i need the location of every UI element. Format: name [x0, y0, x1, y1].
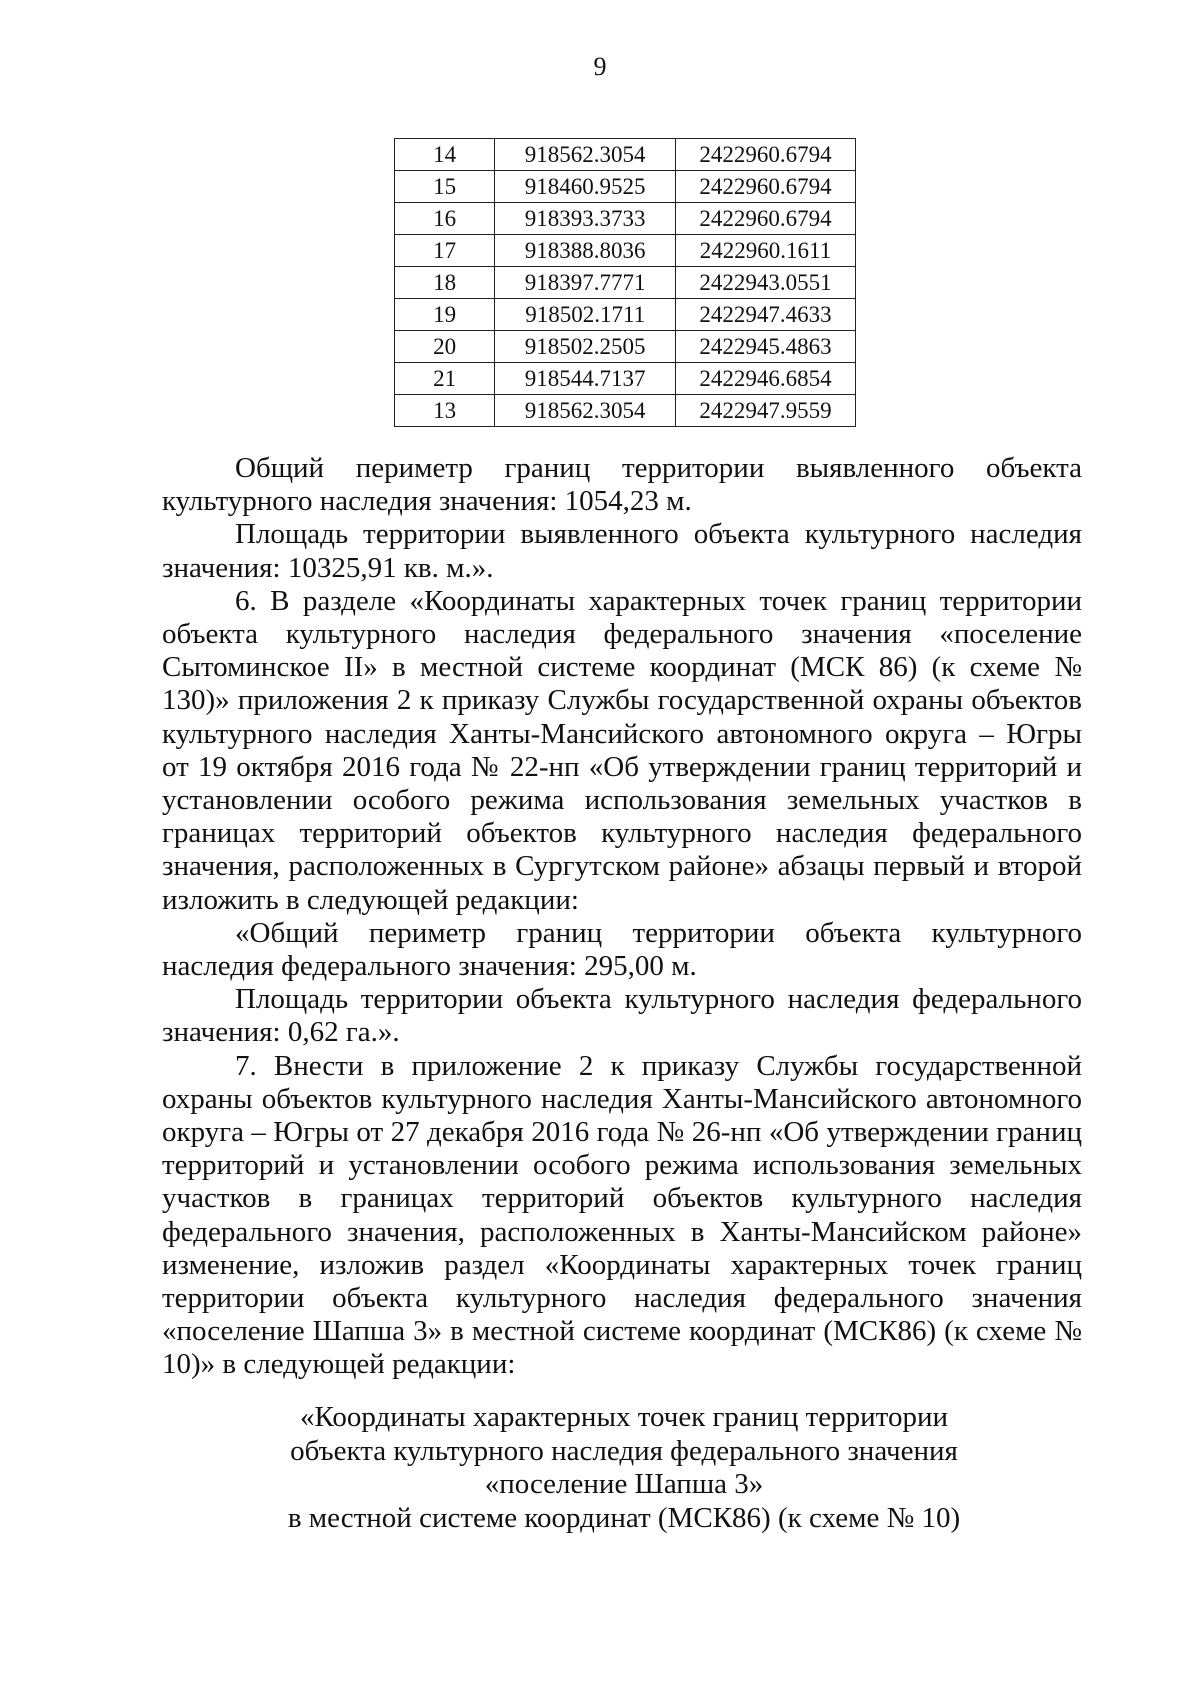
- paragraph-area-federal: Площадь территории объекта культурного наследия федерального значения: 0,62 га.».: [162, 983, 1082, 1049]
- paragraph-perimeter-federal: «Общий периметр границ территории объекта культурного наследия федерального значения: 295,00 м.: [162, 916, 1082, 983]
- table-row: [395, 235, 856, 267]
- x-coordinate-cell: 918502.1711: [495, 299, 676, 331]
- heading-line: «Координаты характерных точек границ территории: [299, 1401, 948, 1433]
- point-number-cell: 15: [395, 171, 495, 203]
- paragraph-item-7: 7. Внести в приложение 2 к приказу Службы государственной охраны объектов культурного наследия Ханты-Мансийского автономного округа – Югры от 27 декабря 2016 года № 26-нп «Об утверждении границ территорий и установлении особого режима использования земельных участков в границах территорий объектов культурного наследия федерального значения, расположенных в Ханты-Мансийском районе» изменение, изложив раздел «Координаты характерных точек границ территории объекта культурного наследия федерального значения «поселение Шапша 3» в местной системе координат (МСК86) (к схеме № 10)» в следующей редакции:: [162, 1049, 1082, 1381]
- paragraph-area-identified: Площадь территории выявленного объекта культурного наследия значения: 10325,91 кв. м.».: [162, 518, 1082, 584]
- y-coordinate-cell: 2422946.6854: [676, 363, 856, 395]
- heading-line: «поселение Шапша 3»: [484, 1468, 764, 1500]
- table-row: [395, 363, 856, 395]
- x-coordinate-cell: 918460.9525: [495, 171, 676, 203]
- y-coordinate-cell: 2422947.9559: [676, 395, 856, 427]
- table-row: [395, 395, 856, 427]
- table-row: [395, 299, 856, 331]
- heading-line: объекта культурного наследия федерального значения: [290, 1434, 958, 1467]
- x-coordinate-cell: 918393.3733: [495, 203, 676, 235]
- paragraph-item-6: 6. В разделе «Координаты характерных точек границ территории объекта культурного наследия федерального значения «поселение Сытоминское II» в местной системе координат (МСК 86) (к схеме № 130)» приложения 2 к приказу Службы государственной охраны объектов культурного наследия Ханты-Мансийского автономного округа – Югры от 19 октября 2016 года № 22-нп «Об утверждении границ территорий и установлении особого режима использования земельных участков в границах территорий объектов культурного наследия федерального значения, расположенных в Сургутском районе» абзацы первый и второй изложить в следующей редакции:: [162, 584, 1082, 916]
- y-coordinate-cell: 2422945.4863: [676, 331, 856, 363]
- section-heading: [0, 1401, 1200, 1535]
- table-row: [395, 139, 856, 171]
- table-row: [395, 331, 856, 363]
- y-coordinate-cell: 2422943.0551: [676, 267, 856, 299]
- x-coordinate-cell: 918544.7137: [495, 363, 676, 395]
- table-row: [395, 203, 856, 235]
- y-coordinate-cell: 2422960.6794: [676, 171, 856, 203]
- point-number-cell: 21: [395, 363, 495, 395]
- heading-line: в местной системе координат (МСК86) (к схеме № 10): [287, 1501, 961, 1534]
- point-number-cell: 14: [395, 139, 495, 171]
- coordinates-table: [394, 138, 856, 427]
- y-coordinate-cell: 2422947.4633: [676, 299, 856, 331]
- x-coordinate-cell: 918388.8036: [495, 235, 676, 267]
- y-coordinate-cell: 2422960.6794: [676, 139, 856, 171]
- table-row: [395, 267, 856, 299]
- point-number-cell: 20: [395, 331, 495, 363]
- y-coordinate-cell: 2422960.1611: [676, 235, 856, 267]
- point-number-cell: 16: [395, 203, 495, 235]
- table-row: [395, 171, 856, 203]
- paragraph-perimeter-identified: Общий периметр границ территории выявленного объекта культурного наследия значения: 1054,23 м.: [162, 452, 1082, 518]
- point-number-cell: 17: [395, 235, 495, 267]
- x-coordinate-cell: 918562.3054: [495, 395, 676, 427]
- coordinates-table-body: [395, 139, 856, 427]
- x-coordinate-cell: 918562.3054: [495, 139, 676, 171]
- page-number: 9: [593, 52, 607, 81]
- point-number-cell: 18: [395, 267, 495, 299]
- document-body: [162, 452, 1082, 1382]
- x-coordinate-cell: 918397.7771: [495, 267, 676, 299]
- point-number-cell: 13: [395, 395, 495, 427]
- x-coordinate-cell: 918502.2505: [495, 331, 676, 363]
- y-coordinate-cell: 2422960.6794: [676, 203, 856, 235]
- point-number-cell: 19: [395, 299, 495, 331]
